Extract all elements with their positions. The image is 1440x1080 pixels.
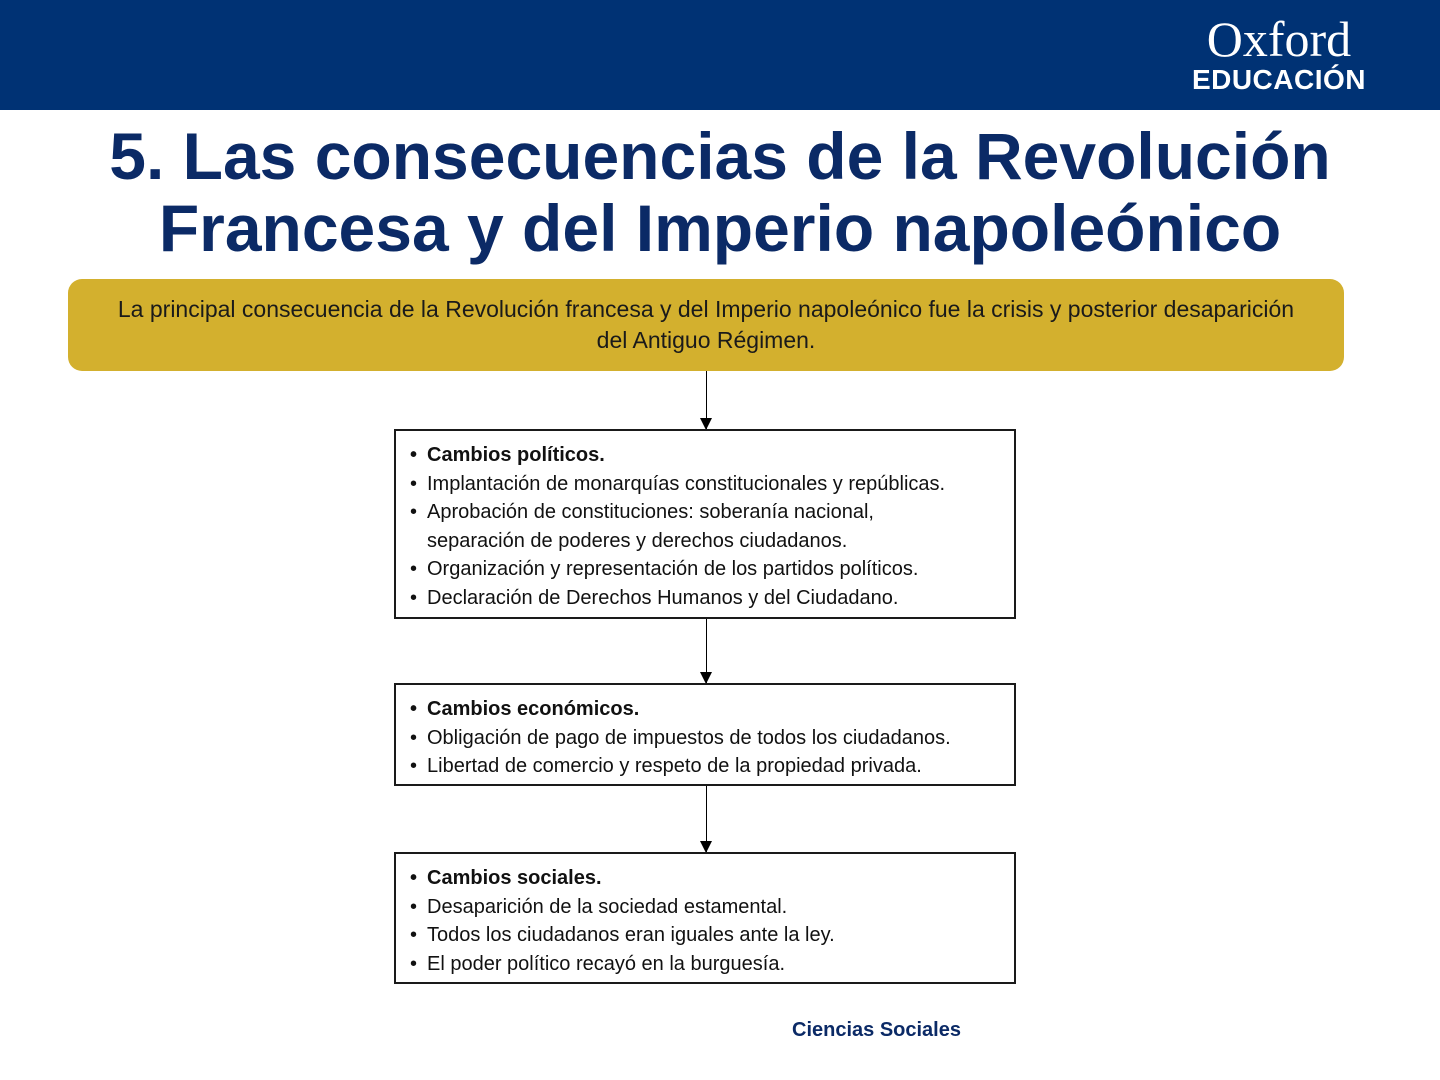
header-band — [0, 0, 1440, 110]
arrow-down-2 — [706, 619, 707, 683]
slide-title-line-1: 5. Las consecuencias de la Revolución — [109, 119, 1331, 193]
list-item: • Declaración de Derechos Humanos y del Ciudadano. — [410, 584, 1000, 613]
logo-wordmark: Oxford — [1206, 11, 1352, 67]
list-item: • Desaparición de la sociedad estamental. — [410, 893, 1000, 922]
box-social-changes — [394, 852, 1016, 984]
economic-changes-list — [410, 695, 1000, 781]
arrow-down-3 — [706, 786, 707, 852]
summary-banner — [68, 279, 1344, 371]
box-political-changes — [394, 429, 1016, 619]
footer-subject: Ciencias Sociales — [792, 1019, 961, 1041]
slide-title — [0, 120, 1440, 264]
list-item: • Libertad de comercio y respeto de la propiedad privada. — [410, 752, 1000, 781]
logo-subtitle: EDUCACIÓN — [1191, 64, 1366, 95]
list-item: • Todos los ciudadanos eran iguales ante la ley. — [410, 921, 1000, 950]
political-changes-heading: • Cambios políticos. — [410, 441, 1000, 470]
list-item: • Aprobación de constituciones: soberanía nacional, separación de poderes y derechos ciudadanos. — [410, 498, 1000, 555]
list-item: • Organización y representación de los partidos políticos. — [410, 555, 1000, 584]
list-item: • Implantación de monarquías constitucionales y repúblicas. — [410, 470, 1000, 499]
list-item: • El poder político recayó en la burguesía. — [410, 950, 1000, 979]
list-item: • Obligación de pago de impuestos de todos los ciudadanos. — [410, 724, 1000, 753]
arrow-down-1 — [706, 371, 707, 429]
social-changes-heading: • Cambios sociales. — [410, 864, 1000, 893]
political-changes-list — [410, 441, 1000, 613]
slide-title-line-2: Francesa y del Imperio napoleónico — [158, 191, 1282, 265]
social-changes-list — [410, 864, 1000, 978]
oxford-educacion-logo — [1191, 11, 1366, 96]
box-economic-changes — [394, 683, 1016, 786]
economic-changes-heading: • Cambios económicos. — [410, 695, 1000, 724]
summary-text: La principal consecuencia de la Revolución francesa y del Imperio napoleónico fue la crisis y posterior desaparición del Antiguo Régimen. — [117, 296, 1295, 353]
